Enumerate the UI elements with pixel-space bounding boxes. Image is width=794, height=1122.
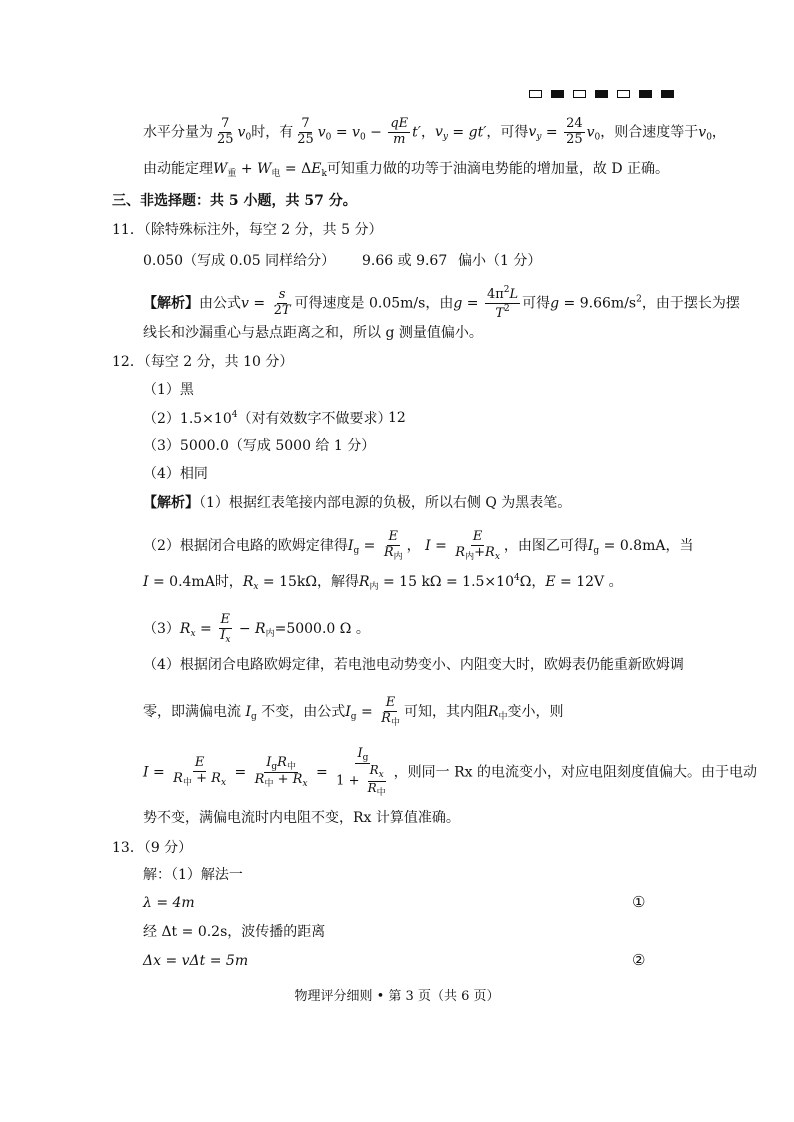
q12-analysis-6: 零，即满偏电流 $I_g$ 不变，由公式$I_g$ = $\frac{E}{R_中}$ 可知，其内阻$R_中$变小，则 xyxy=(143,695,564,728)
q12-analysis-4: $(3)R_x$ = $\frac{E}{I_x}$ − $R_内=5000.0$ Ω 。 xyxy=(143,612,370,645)
q12-analysis-3: I = 0.4mA时，$R_x = 15k\Omega$，解得$R_内 = 15$ $k\Omega = 1.5\times 10^4\Omega$，E = 12V 。 xyxy=(143,573,623,592)
mark-open xyxy=(573,90,586,98)
q12-analysis-2: （2）根据闭合电路的欧姆定律得$I_g$ = $\frac{E}{R_内}$ ， I = $\frac{E}{R_内+R_x}$ ，由图乙可得$I_g = 0.8mA$，当 xyxy=(143,529,694,562)
mark-filled xyxy=(661,90,674,98)
q12-answer-2: $(2)1.5\times 10^4$（对有效数字不做要求） xyxy=(143,410,392,427)
mark-filled xyxy=(551,90,564,98)
q12-answer-2-value: 12 xyxy=(388,410,406,426)
q12-answer-1: （1）黑 xyxy=(143,382,194,398)
q12-answer-3: （3）5000.0（写成 5000 给 1 分） xyxy=(143,438,376,454)
q12-analysis-8: 势不变，满偏电流时内电阻不变，Rx 计算值准确。 xyxy=(143,810,460,826)
q12-analysis-5: （4）根据闭合电路欧姆定律，若电池电动势变小、内阻变大时，欧姆表仍能重新欧姆调 xyxy=(143,657,684,673)
q12-answer-4: （4）相同 xyxy=(143,466,208,482)
q11-analysis-2: 线长和沙漏重心与悬点距离之和，所以 g 测量值偏小。 xyxy=(143,325,483,341)
q11-answer-2: 9.66 或 9.67 xyxy=(362,253,448,269)
page-footer: 物理评分细则 • 第 3 页（共 6 页） xyxy=(294,989,500,1004)
mark-filled xyxy=(595,90,608,98)
q12-header: 12．（每空 2 分，共 10 分） xyxy=(112,354,294,370)
q11-answer-3: 偏小（1 分） xyxy=(458,253,542,269)
q11-answer-1: 0.050（写成 0.05 同样给分） xyxy=(143,253,336,269)
q11-header: 11．（除特殊标注外，每空 2 分，共 5 分） xyxy=(112,222,383,238)
q13-step-3: Δx = vΔt = 5m xyxy=(143,953,249,969)
q12-analysis-7: I = $\frac{E}{R_中 + R_x}$ = $\frac{I_gR_中}{R_中 + R_x}$ = $I_g$ 1 + $\frac{R_x}{R_中}$ ，则同一 Rx 的电流变小，对应电阻刻度值偏大。由于电动 xyxy=(143,746,758,798)
q11-analysis-1: 【解析】由公式v = $\frac{s}{2T}$ 可得速度是 0.05m/s，由g = $\frac{4\pi^2L}{T^2}$ 可得$g = 9.66m/s^2$，由于摆长为摆 xyxy=(143,285,740,321)
cont-line-2: 由动能定理$W_重 + W_电 = \Delta E_k$可知重力做的功等于油滴电势能的增加量，故 D 正确。 xyxy=(143,161,670,179)
mark-open xyxy=(529,90,542,98)
header-marks xyxy=(529,90,674,98)
q13-solution-title: 解：（1）解法一 xyxy=(143,867,243,883)
mark-filled xyxy=(639,90,652,98)
q13-step-2: 经 Δt = 0.2s，波传播的距离 xyxy=(143,924,326,940)
mark-open xyxy=(617,90,630,98)
q13-step-1: λ = 4m xyxy=(143,895,195,911)
q12-analysis-1: 【解析】（1）根据红表笔接内部电源的负极，所以右侧 Q 为黑表笔。 xyxy=(143,495,572,511)
q13-header: 13．（9 分） xyxy=(112,840,193,856)
step-number-1: ① xyxy=(632,893,646,911)
section-title: 三、非选择题：共 5 小题，共 57 分。 xyxy=(112,193,357,209)
cont-line-1: 水平分量为 $\frac{7}{25}$ $v_0$时，有 $\frac{7}{25}$ $v_0 = v_0$ − $\frac{qE}{m}$ t′，$v_y = gt'$，可得$v_y$ = $\frac{24}{25}$ $v_0$，则合速度等于$v_0$， xyxy=(143,116,726,147)
step-number-2: ② xyxy=(632,951,646,969)
